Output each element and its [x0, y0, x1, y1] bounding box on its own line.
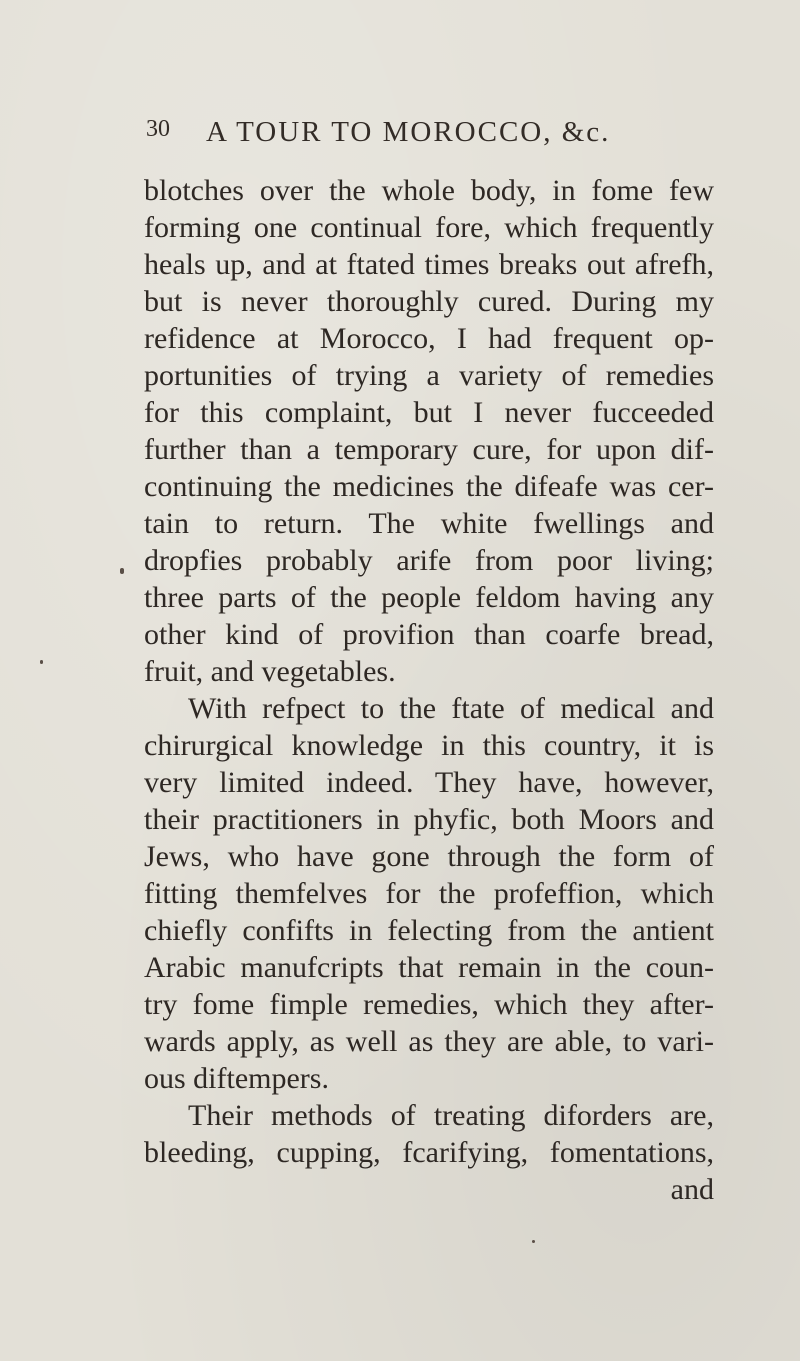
text-line: for this complaint, but I never fucceeded	[144, 396, 714, 429]
page-number: 30	[146, 116, 170, 142]
text-line: fruit, and vegetables.	[144, 655, 396, 688]
body-text	[144, 172, 714, 1208]
text-line: bleeding, cupping, fcarifying, fomentations,	[144, 1136, 714, 1169]
page-header	[146, 116, 666, 160]
text-line: continuing the medicines the difeafe was cer-	[144, 470, 714, 503]
text-line: tain to return. The white fwellings and	[144, 507, 714, 540]
paragraph-start-line: Their methods of treating diforders are,	[188, 1099, 714, 1132]
text-line: portunities of trying a variety of remedies	[144, 359, 714, 392]
text-line: ous diftempers.	[144, 1062, 329, 1095]
text-line: their practitioners in phyfic, both Moors and	[144, 803, 714, 836]
text-line: forming one continual fore, which frequently	[144, 211, 714, 244]
text-line: Jews, who have gone through the form of	[144, 840, 714, 873]
text-line: chiefly confifts in felecting from the antient	[144, 914, 714, 947]
text-line: very limited indeed. They have, however,	[144, 766, 714, 799]
text-line: three parts of the people feldom having any	[144, 581, 714, 614]
text-line: but is never thoroughly cured. During my	[144, 285, 714, 318]
ink-speck	[120, 568, 124, 574]
paragraph-start-line: With refpect to the ftate of medical and	[188, 692, 714, 725]
ink-speck	[40, 660, 43, 664]
text-line: further than a temporary cure, for upon dif-	[144, 433, 714, 466]
text-line: try fome fimple remedies, which they after-	[144, 988, 714, 1021]
text-line: Arabic manufcripts that remain in the coun-	[144, 951, 714, 984]
text-line: fitting themfelves for the profeffion, which	[144, 877, 714, 910]
text-line: wards apply, as well as they are able, to vari-	[144, 1025, 714, 1058]
text-line: chirurgical knowledge in this country, it is	[144, 729, 714, 762]
text-line: refidence at Morocco, I had frequent op-	[144, 322, 714, 355]
text-line: other kind of provifion than coarfe bread,	[144, 618, 714, 651]
running-title: A TOUR TO MOROCCO, &c.	[206, 116, 611, 148]
catchword: and	[670, 1173, 714, 1206]
text-line: dropfies probably arife from poor living;	[144, 544, 714, 577]
text-line: blotches over the whole body, in fome few	[144, 174, 714, 207]
ink-speck	[532, 1240, 535, 1243]
text-line: heals up, and at ftated times breaks out afrefh,	[144, 248, 714, 281]
